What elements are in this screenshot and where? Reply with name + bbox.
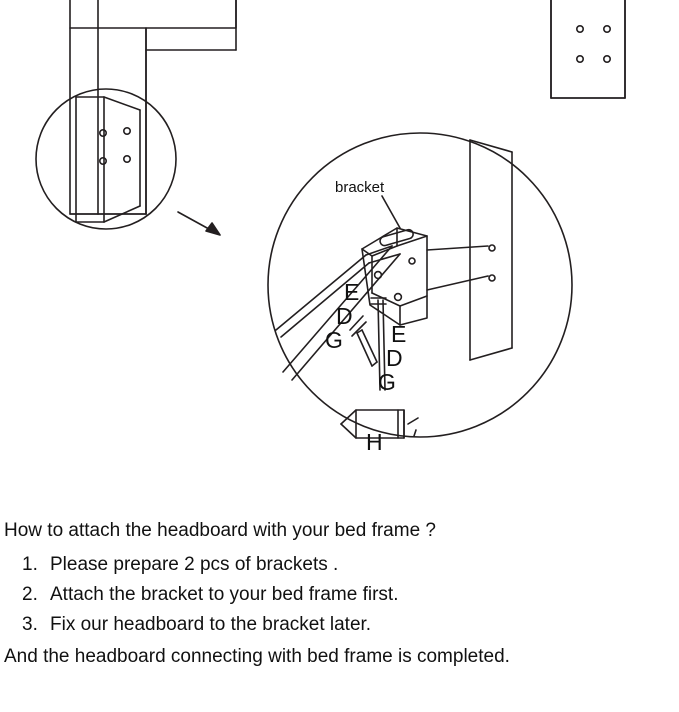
bed-frame-leg-top-right	[551, 0, 625, 98]
instructions-steps	[0, 554, 679, 636]
bed-frame-post	[470, 140, 512, 360]
tool-label-h: H	[366, 429, 383, 455]
step-text: Attach the bracket to your bed frame first.	[50, 584, 399, 605]
part-label-d-left: D	[336, 303, 353, 329]
part-label-e-left: E	[344, 279, 360, 305]
bracket-part	[362, 228, 427, 325]
part-label-e-right: E	[391, 321, 407, 347]
instructions-question: How to attach the headboard with your bed frame ?	[4, 520, 436, 541]
fastener-set-left	[350, 316, 377, 366]
bracket-callout-line	[382, 196, 400, 228]
instructions-block	[0, 520, 679, 668]
part-label-g-right: G	[378, 369, 396, 395]
left-detail-circle	[36, 89, 176, 229]
step-number: 2.	[22, 584, 38, 605]
bracket-callout-label: bracket	[335, 179, 385, 196]
tick-marks	[408, 418, 418, 436]
list-item	[0, 554, 679, 576]
step-number: 3.	[22, 614, 38, 635]
step-text: Fix our headboard to the bracket later.	[50, 614, 372, 635]
list-item	[0, 584, 679, 606]
pointer-lines	[427, 246, 488, 290]
part-label-d-right: D	[386, 345, 403, 371]
arrow-icon	[178, 212, 220, 235]
list-item	[0, 614, 679, 636]
step-text: Please prepare 2 pcs of brackets .	[50, 554, 339, 575]
part-label-g-left: G	[325, 327, 343, 353]
step-number: 1.	[22, 554, 38, 575]
instructions-closing: And the headboard connecting with bed frame is completed.	[4, 646, 510, 667]
bracket-detail-circle	[268, 133, 572, 437]
